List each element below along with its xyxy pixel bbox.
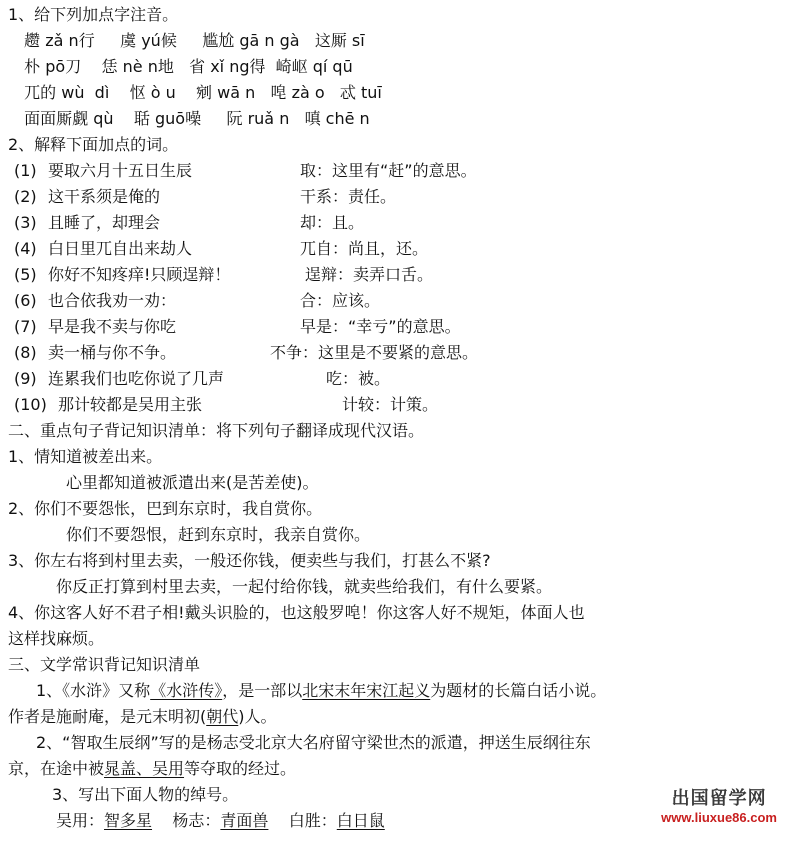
gloss-item-phrase: 要取六月十五日生辰	[48, 161, 193, 180]
pinyin-row-4: 面面厮觑 qù 聒 guō噪 阮 ruǎ n 嗔 chē n	[14, 109, 370, 128]
answer-underlined: 朝代	[206, 707, 239, 726]
gloss-item-meaning: 合：应该。	[300, 291, 381, 310]
nickname-row	[56, 810, 385, 836]
gloss-item-meaning: 早是：“幸亏”的意思。	[300, 317, 461, 336]
pinyin-row-1: 趱 zǎ n行 虞 yú候 尴尬 gā n gà 这厮 sī	[14, 31, 365, 50]
sentence-answer: 你们不要怨恨，赶到东京时，我亲自赏你。	[66, 525, 371, 544]
text: 作者是施耐庵，是元末明初(	[8, 707, 207, 726]
gloss-item-meaning: 兀自：尚且，还。	[300, 239, 429, 258]
literature-item-1	[36, 680, 606, 706]
gloss-item-meaning: 却：且。	[300, 213, 365, 232]
sentence-question-cont: 这样找麻烦。	[8, 629, 105, 648]
gloss-item-no: (10)	[14, 395, 47, 414]
site-watermark	[661, 784, 777, 825]
gloss-item-phrase: 连累我们也吃你说了几声	[48, 369, 225, 388]
gloss-item-no: (9)	[14, 369, 37, 388]
answer-underlined: 晁盖、吴用	[104, 759, 185, 778]
answer-underlined: 北宋末年宋江起义	[302, 681, 431, 700]
gloss-item-no: (8)	[14, 343, 37, 362]
sentence-question: 1、情知道被差出来。	[8, 447, 163, 466]
person-name: 白胜：	[288, 811, 337, 830]
text: 京，在途中被	[8, 759, 105, 778]
section-literature-heading: 三、文学常识背记知识清单	[8, 655, 201, 674]
person-name: 吴用：	[56, 811, 105, 830]
gloss-item-no: (1)	[14, 161, 37, 180]
section-translate-heading: 二、重点句子背记知识清单：将下列句子翻译成现代汉语。	[8, 421, 425, 440]
pinyin-row-2: 朴 pō刀 恁 nè n地 省 xǐ ng得 崎岖 qí qū	[14, 57, 353, 76]
gloss-item-no: (3)	[14, 213, 37, 232]
spacer	[268, 811, 288, 830]
gloss-item-no: (5)	[14, 265, 37, 284]
text: ，是一部以	[222, 681, 303, 700]
gloss-item-phrase: 卖一桶与你不争。	[48, 343, 177, 362]
sentence-question: 3、你左右将到村里去卖，一般还你钱，便卖些与我们，打甚么不紧?	[8, 551, 491, 570]
gloss-item-meaning: 吃：被。	[326, 369, 391, 388]
gloss-item-phrase: 那计较都是吴用主张	[58, 395, 203, 414]
sentence-answer: 心里都知道被派遣出来(是苦差使)。	[66, 473, 319, 492]
gloss-item-no: (6)	[14, 291, 37, 310]
sentence-answer: 你反正打算到村里去卖，一起付给你钱，就卖些给我们，有什么要紧。	[56, 577, 553, 596]
nickname-answer: 白日鼠	[336, 811, 385, 830]
literature-item-2: 2、“智取生辰纲”写的是杨志受北京大名府留守梁世杰的派遣，押送生辰纲往东	[36, 733, 591, 752]
nickname-answer: 青面兽	[220, 811, 269, 830]
text: )人。	[238, 707, 277, 726]
text: 为题材的长篇白话小说。	[430, 681, 607, 700]
gloss-item-meaning: 逞辩：卖弄口舌。	[305, 265, 434, 284]
gloss-item-phrase: 早是我不卖与你吃	[48, 317, 177, 336]
gloss-item-meaning: 干系：责任。	[300, 187, 397, 206]
section-1-heading: 1、给下列加点字注音。	[8, 5, 179, 24]
gloss-item-no: (7)	[14, 317, 37, 336]
person-name: 杨志：	[172, 811, 221, 830]
literature-item-2-cont	[8, 758, 296, 784]
gloss-item-phrase: 你好不知疼痒!只顾逞辩！	[48, 265, 231, 284]
spacer	[152, 811, 172, 830]
gloss-item-meaning: 取：这里有“赶”的意思。	[300, 161, 477, 180]
sentence-question: 2、你们不要怨怅，巴到东京时，我自赏你。	[8, 499, 323, 518]
watermark-url: www.liuxue86.com	[661, 810, 777, 825]
literature-item-1-cont	[8, 706, 277, 732]
gloss-item-phrase: 且睡了，却理会	[48, 213, 161, 232]
text: 等夺取的经过。	[184, 759, 297, 778]
gloss-item-phrase: 也合依我劝一劝：	[48, 291, 177, 310]
text: 1、《水浒》又称	[36, 681, 151, 700]
gloss-item-phrase: 这干系须是俺的	[48, 187, 161, 206]
answer-underlined: 《水浒传》	[150, 681, 223, 700]
nickname-answer: 智多星	[104, 811, 153, 830]
gloss-item-meaning: 不争：这里是不要紧的意思。	[270, 343, 479, 362]
section-2-heading: 2、解释下面加点的词。	[8, 135, 179, 154]
literature-item-3: 3、写出下面人物的绰号。	[52, 785, 239, 804]
watermark-name: 出国留学网	[671, 788, 767, 808]
gloss-item-phrase: 白日里兀自出来劫人	[48, 239, 193, 258]
sentence-question: 4、你这客人好不君子相!戴头识脸的，也这般罗唣！你这客人好不规矩，体面人也	[8, 603, 585, 622]
gloss-item-meaning: 计较：计策。	[342, 395, 439, 414]
pinyin-row-3: 兀的 wù dì 怄 ò u 剜 wā n 唣 zà o 忒 tuī	[14, 83, 382, 102]
gloss-item-no: (4)	[14, 239, 37, 258]
gloss-item-no: (2)	[14, 187, 37, 206]
